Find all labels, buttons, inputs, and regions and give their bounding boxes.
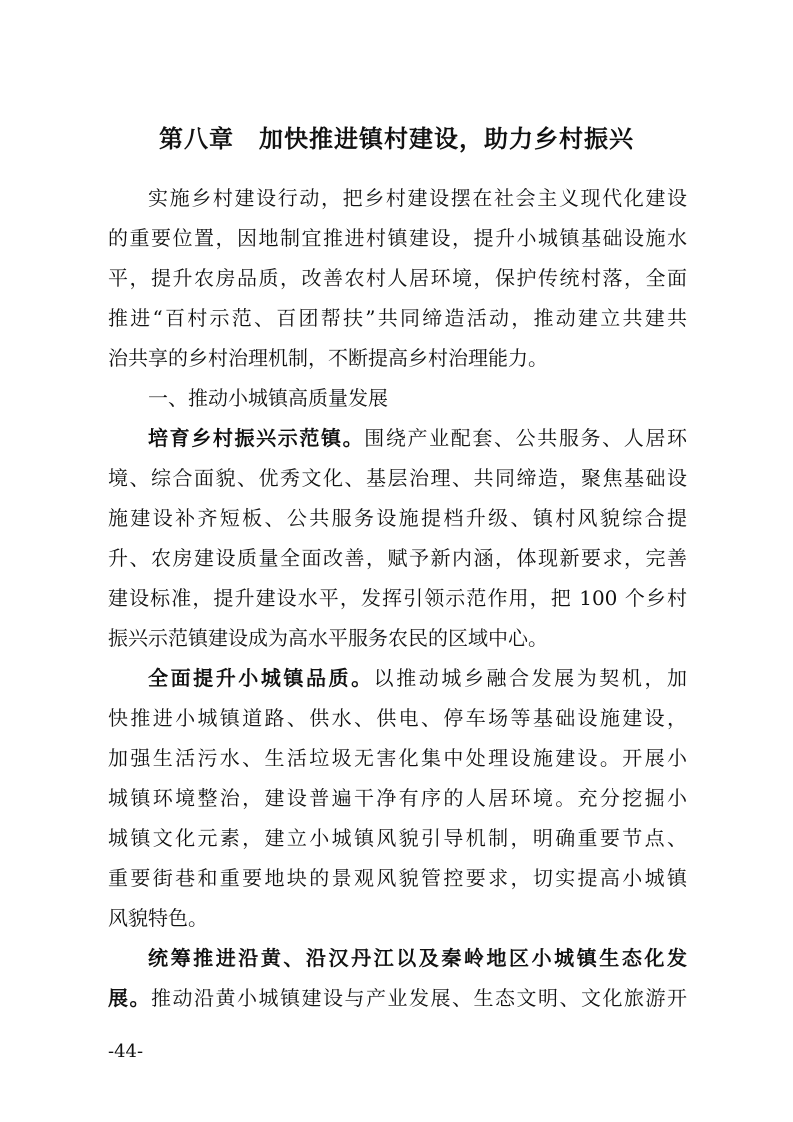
chapter-title: 第八章 加快推进镇村建设，助力乡村振兴 (159, 124, 634, 153)
paragraph-line: 加强生活污水、生活垃圾无害化集中处理设施建设。开展小 (108, 746, 687, 770)
paragraph-line: 治共享的乡村治理机制，不断提高乡村治理能力。 (108, 346, 548, 370)
bold-lead: 展。 (108, 986, 151, 1010)
paragraph-line: 快推进小城镇道路、供水、供电、停车场等基础设施建设， (108, 706, 687, 730)
paragraph-line: 境、综合面貌、优秀文化、基层治理、共同缔造，聚焦基础设 (108, 466, 687, 490)
paragraph-line: 推进“百村示范、百团帮扶”共同缔造活动，推动建立共建共 (108, 306, 687, 330)
bold-lead: 培育乡村振兴示范镇。 (148, 426, 365, 450)
paragraph-line: 平，提升农房品质，改善农村人居环境，保护传统村落，全面 (108, 266, 687, 290)
bold-lead: 全面提升小城镇品质。 (148, 666, 374, 690)
bold-lead: 统筹推进沿黄、沿汉丹江以及秦岭地区小城镇生态化发 (148, 946, 687, 970)
paragraph-line: 实施乡村建设行动，把乡村建设摆在社会主义现代化建设 (148, 186, 687, 210)
paragraph-line: 城镇文化元素，建立小城镇风貌引导机制，明确重要节点、 (108, 826, 687, 850)
paragraph-text: 以推动城乡融合发展为契机，加 (373, 666, 688, 690)
page-number: -44- (108, 1041, 144, 1062)
paragraph-line: 升、农房建设质量全面改善，赋予新内涵，体现新要求，完善 (108, 546, 687, 570)
paragraph-line: 城镇环境整治，建设普遍干净有序的人居环境。充分挖掘小 (108, 786, 687, 810)
section-heading: 一、推动小城镇高质量发展 (148, 386, 388, 410)
paragraph-line: 施建设补齐短板、公共服务设施提档升级、镇村风貌综合提 (108, 506, 687, 530)
paragraph-line (148, 658, 687, 698)
paragraph-text: 推动沿黄小城镇建设与产业发展、生态文明、文化旅游开 (151, 986, 687, 1010)
paragraph-line: 的重要位置，因地制宜推进村镇建设，提升小城镇基础设施水 (108, 226, 687, 250)
paragraph-line: 风貌特色。 (108, 906, 208, 930)
paragraph-line (148, 418, 687, 458)
paragraph-text: 围绕产业配套、公共服务、人居环 (364, 426, 687, 450)
paragraph-line: 重要街巷和重要地块的景观风貌管控要求，切实提高小城镇 (108, 866, 687, 890)
paragraph-line: 建设标准，提升建设水平，发挥引领示范作用，把 100 个乡村 (108, 586, 687, 610)
paragraph-line: 振兴示范镇建设成为高水平服务农民的区域中心。 (108, 626, 548, 650)
paragraph-line (108, 978, 687, 1018)
